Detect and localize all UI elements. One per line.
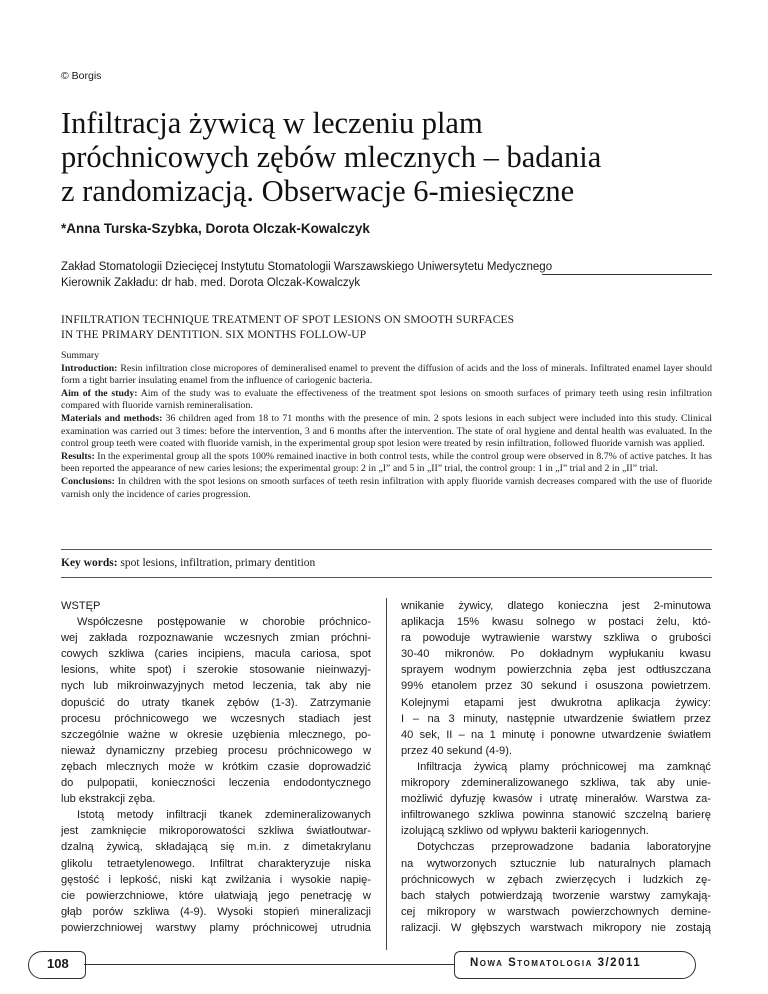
keywords — [61, 557, 315, 569]
article-title — [61, 106, 711, 208]
body-line: infiltrowanego szkliwa powinna stanowić szczelną barierę — [401, 809, 711, 822]
body-line: Współczesne postępowanie w chorobie próchnico- — [77, 616, 371, 629]
summary-conclusions — [61, 476, 712, 501]
body-line: cie powierzchniowe, które ułatwiają jego penetrację w — [61, 889, 371, 902]
body-line: wej zakłada rozpoznawanie wczesnych zmian próchni- — [61, 632, 371, 645]
summary-text: In the experimental group all the spots 100% remained inactive in both control tests, while the control group were observed in 8.7% of active patches. It has been reported the appearance of new caries lesions; the experimental group: 2 in „I” and 5 in „II” trial, the control group: 1 in „I” trial and 2 in „II” trial. — [61, 450, 712, 475]
body-line: lesions, white spot) i szerokie stosowanie nieinwazyj- — [61, 664, 371, 677]
body-line: Kolejnymi etapami jest dwukrotna aplikacja żywicy: — [401, 696, 711, 709]
summary — [61, 350, 712, 501]
title-line: Infiltracja żywicą w leczeniu plam — [61, 106, 483, 140]
body-line: I – na 3 minuty, następnie utwardzenie światłem przez — [401, 712, 711, 725]
body-line: procesu próchnicowego we wczesnych stadiach jest — [61, 712, 371, 725]
summary-label: Materials and methods: — [61, 412, 163, 424]
title-line: próchnicowych zębów mlecznych – badania — [61, 140, 602, 174]
body-line: cowych szkliwa (caries incipiens, macula cariosa, spot — [61, 648, 371, 661]
authors: *Anna Turska-Szybka, Dorota Olczak-Kowalczyk — [61, 221, 370, 236]
english-title-line: IN THE PRIMARY DENTITION. SIX MONTHS FOLLOW-UP — [61, 329, 367, 341]
body-line: mikropory zdemineralizowanego szkliwa, tak aby unie- — [401, 777, 711, 790]
body-line: zębach mlecznych może w krótkim czasie doprowadzić — [61, 760, 371, 773]
body-line: lub ekstrakcji zęba. — [61, 793, 156, 806]
body-line: na wytworzonych sztucznie lub naturalnych plamach — [401, 857, 711, 870]
body-line: Istotą metody infiltracji tkanek zdemineralizowanych — [77, 809, 371, 822]
summary-heading: Summary — [61, 350, 100, 361]
summary-text: Aim of the study was to evaluate the effectiveness of the treatment spot lesions on smooth surfaces of primary teeth using resin infiltration compared with fluoride varnish remineralisation. — [61, 387, 712, 412]
keywords-label: Key words: — [61, 557, 118, 569]
body-line: bach stałych potwierdzają tworzenie warstwy zamykają- — [401, 889, 711, 902]
summary-label: Results: — [61, 450, 95, 462]
page-number: 108 — [47, 956, 69, 971]
affiliation — [61, 259, 552, 291]
summary-label: Conclusions: — [61, 475, 115, 487]
summary-text: In children with the spot lesions on smooth surfaces of teeth resin infiltration with apply fluoride varnish decreases compared with the use of fluoride varnish only the incidence of caries progression. — [61, 475, 712, 500]
body-column-right — [401, 598, 711, 936]
body-line: dzalną żywicą, składającą się m.in. z dimetakrylanu — [61, 841, 371, 854]
title-line: z randomizacją. Obserwacje 6-miesięczne — [61, 174, 575, 208]
summary-results — [61, 451, 712, 476]
affiliation-line: Zakład Stomatologii Dziecięcej Instytutu Stomatologii Warszawskiego Uniwersytetu Medycznego — [61, 261, 553, 273]
summary-introduction — [61, 363, 712, 388]
body-line: 40 sek, II – na 1 minutę i ponowne utwardzenie światłem — [401, 728, 711, 741]
body-column-left — [61, 598, 371, 936]
body-line: przez 40 sekund (4-9). — [401, 744, 512, 757]
body-line: dopuścić do utraty tkanek zębów (1-3). Zatrzymanie — [61, 696, 371, 709]
body-line: cej mikropory w warstwach powierzchownych demine- — [401, 905, 711, 918]
body-line: ra powoduje wytrawienie warstwy szkliwa o grubości — [401, 632, 711, 645]
summary-text: 36 children aged from 18 to 71 months with the presence of min. 2 spots lesions in each subject were included into this study. Clinical examination was carried out 3 times: before the intervention, 3 and 6 months after the intervention. The state of oral hygiene and dental health was evaluated. In the control group teeth were coated with fluoride varnish, in the experimental group spot lesion were treated by resin infiltration, followed fluoride varnish was applied. — [61, 412, 712, 450]
summary-label: Aim of the study: — [61, 387, 138, 399]
journal-name: Nowa Stomatologia 3/2011 — [470, 957, 642, 969]
affiliation-line: Kierownik Zakładu: dr hab. med. Dorota Olczak-Kowalczyk — [61, 277, 361, 289]
body-line: szczególnie ważne w okresie uzębienia mlecznego, po- — [61, 728, 371, 741]
body-line: 30-40 mikronów. Po dokładnym wypłukaniu kwasu — [401, 648, 711, 661]
body-line: głąb porów szkliwa (4-9). Wysoki stopień mineralizacji — [61, 905, 371, 918]
body-line: Dotychczas przeprowadzone badania laboratoryjne — [417, 841, 711, 854]
publisher-credit: © Borgis — [61, 70, 102, 82]
keywords-top-rule — [61, 549, 712, 550]
body-line: aplikacja 15% kwasu solnego w postaci żelu, któ- — [401, 616, 711, 629]
body-line: sprayem wodnym powierzchnia zęba jest odtłuszczana — [401, 664, 711, 677]
english-title — [61, 313, 514, 343]
summary-text: Resin infiltration close micropores of demineralised enamel to prevent the diffusion of acids and the loss of minerals. Infiltrated enamel layer should form a tight barrier insulating enamel from the influence of cariogenic bacteria. — [61, 362, 712, 387]
body-line: nych lub mikroinwazyjnych metod leczenia, tak aby nie — [61, 680, 371, 693]
summary-methods — [61, 413, 712, 451]
body-line: jest zamknięcie mikroporowatości szkliwa światłoutwar- — [61, 825, 371, 838]
column-divider — [386, 598, 387, 950]
body-line: gęstość i lepkość, niski kąt zwilżania i wysokie napię- — [61, 873, 371, 886]
body-line: ralizacji. W głębszych warstwach mikropory nie zostają — [401, 921, 711, 934]
keywords-bottom-rule — [61, 577, 712, 578]
english-title-line: INFILTRATION TECHNIQUE TREATMENT OF SPOT LESIONS ON SMOOTH SURFACES — [61, 314, 515, 326]
footer-rule — [84, 964, 454, 965]
keywords-text: spot lesions, infiltration, primary dentition — [117, 557, 316, 569]
body-line: izolującą szkliwo od wpływu bakterii kariogennych. — [401, 825, 649, 838]
body-line: powierzchniowej warstwy plamy próchnicowej utrudnia — [61, 921, 371, 934]
body-line: glikolu tetraetylenowego. Infiltrat charakteryzuje niska — [61, 857, 371, 870]
summary-aim — [61, 388, 712, 413]
body-line: 99% etanolem przez 30 sekund i osuszona powietrzem. — [401, 680, 711, 693]
body-line: do pulpopatii, konieczności leczenia endodontycznego — [61, 777, 371, 790]
body-line: wnikanie żywicy, dlatego konieczna jest 2-minutowa — [401, 600, 711, 612]
body-line: możliwić dyfuzję kwasów i utratę minerałów. Warstwa za- — [401, 793, 711, 806]
body-line: nieważ dynamiczny przebieg procesu próchnicowego w — [61, 744, 371, 757]
affiliation-rule — [542, 274, 712, 275]
section-heading: WSTĘP — [61, 600, 101, 612]
body-line: próchnicowych w zębach zwierzęcych i ludzkich zę- — [401, 873, 711, 886]
summary-label: Introduction: — [61, 362, 118, 374]
body-line: Infiltracja żywicą plamy próchnicowej ma zamknąć — [417, 760, 711, 773]
